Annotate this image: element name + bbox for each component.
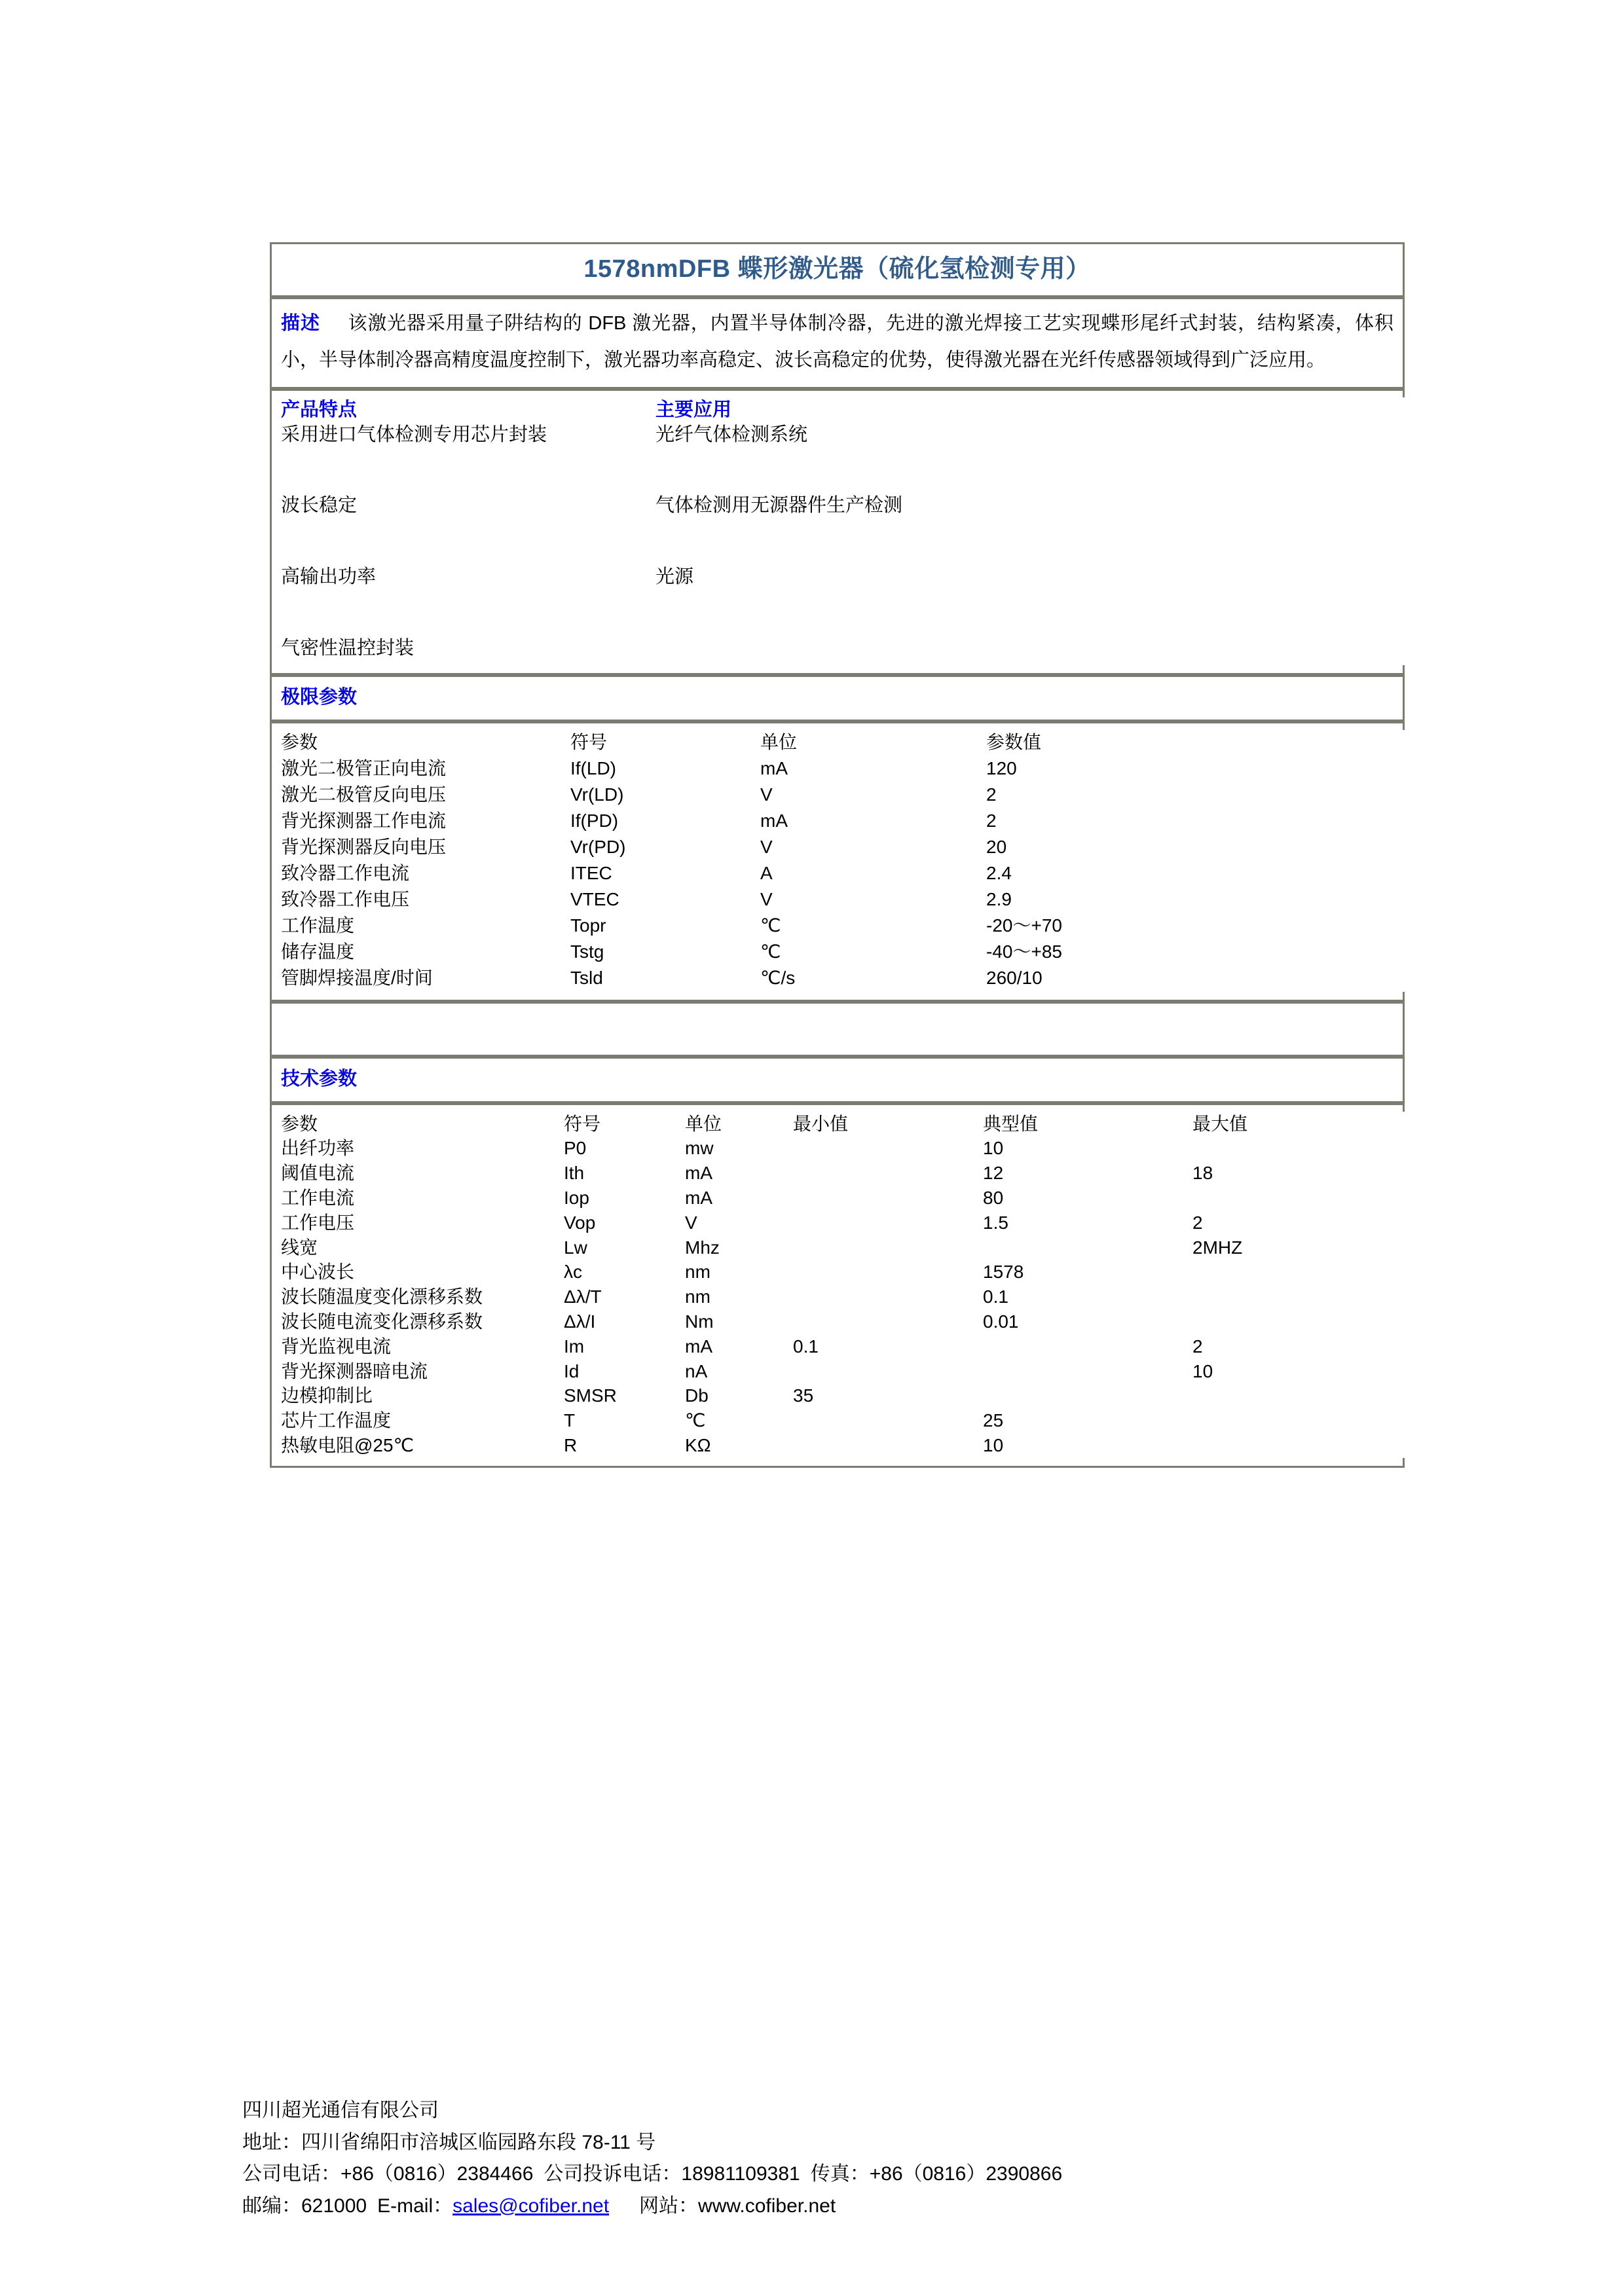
table-row — [281, 809, 1416, 835]
table-cell — [1192, 1136, 1416, 1161]
applications-header-cell — [655, 397, 1416, 424]
table-cell — [1192, 1433, 1416, 1458]
table-cell: 阈值电流 — [281, 1161, 564, 1186]
table-row — [281, 966, 1416, 992]
table-cell — [983, 1334, 1192, 1359]
applications-header-label: 主要应用 — [655, 399, 732, 420]
footer-phone-line — [242, 2159, 1486, 2191]
column-header: 单位 — [760, 730, 986, 756]
table-cell: 0.01 — [983, 1309, 1192, 1334]
table-cell — [793, 1161, 983, 1186]
table-cell: KΩ — [685, 1433, 793, 1458]
table-cell: 管脚焊接温度/时间 — [281, 966, 570, 992]
table-cell: Vop — [564, 1211, 685, 1235]
table-cell: 波长随电流变化漂移系数 — [281, 1309, 564, 1334]
page-title: 1578nmDFB 蝶形激光器（硫化氢检测专用） — [583, 255, 1091, 283]
table-row — [281, 1309, 1416, 1334]
address-value: 四川省绵阳市涪城区临园路东段 78-11 号 — [301, 2131, 656, 2153]
column-header: 符号 — [564, 1112, 685, 1137]
table-cell: -40～+85 — [986, 939, 1416, 966]
table-cell — [1192, 1285, 1416, 1309]
table-cell: Im — [564, 1334, 685, 1359]
table-cell: 激光二极管正向电流 — [281, 756, 570, 782]
complaint-value: 18981109381 — [681, 2163, 800, 2185]
table-cell: Mhz — [685, 1235, 793, 1260]
table-cell: R — [564, 1433, 685, 1458]
table-cell: Db — [685, 1383, 793, 1408]
feature-item: 气密性温控封装 — [281, 637, 415, 659]
table-cell: If(PD) — [570, 809, 760, 835]
footer-contact-line — [242, 2191, 1486, 2223]
table-row — [281, 756, 1416, 782]
table-cell: 背光探测器暗电流 — [281, 1359, 564, 1384]
table-cell — [793, 1260, 983, 1285]
table-cell — [983, 1383, 1192, 1408]
tech-section-header-label: 技术参数 — [281, 1068, 358, 1089]
table-cell: 2MHZ — [1192, 1235, 1416, 1260]
table-cell: 波长随温度变化漂移系数 — [281, 1285, 564, 1309]
table-cell: 0.1 — [793, 1334, 983, 1359]
feature-item: 波长稳定 — [281, 495, 358, 517]
table-cell: 出纤功率 — [281, 1136, 564, 1161]
fax-label: 传真： — [810, 2163, 870, 2185]
table-row — [281, 913, 1416, 939]
table-cell: 储存温度 — [281, 939, 570, 966]
limit-section-header-label: 极限参数 — [281, 686, 358, 708]
table-cell: 35 — [793, 1383, 983, 1408]
table-cell: 热敏电阻@25℃ — [281, 1433, 564, 1458]
table-cell: 1.5 — [983, 1211, 1192, 1235]
features-content-row — [281, 424, 1416, 665]
limit-table-cell — [270, 721, 1405, 1002]
table-row — [281, 1235, 1416, 1260]
table-cell — [1192, 1260, 1416, 1285]
table-cell: ℃ — [760, 939, 986, 966]
table-cell: A — [760, 861, 986, 887]
table-cell — [793, 1186, 983, 1211]
table-cell: 2 — [1192, 1334, 1416, 1359]
column-header: 单位 — [685, 1112, 793, 1137]
fax-value: +86（0816）2390866 — [869, 2163, 1063, 2185]
zip-label: 邮编： — [242, 2195, 301, 2217]
tech-table-row — [270, 1103, 1405, 1468]
description-row — [270, 297, 1405, 388]
table-cell: 2 — [986, 782, 1416, 809]
table-cell: V — [685, 1211, 793, 1235]
table-cell: 工作温度 — [281, 913, 570, 939]
table-cell: 18 — [1192, 1161, 1416, 1186]
table-cell: 2.9 — [986, 887, 1416, 913]
table-cell: mA — [760, 809, 986, 835]
column-header: 最小值 — [793, 1112, 983, 1137]
table-cell: ITEC — [570, 861, 760, 887]
complaint-label: 公司投诉电话： — [544, 2163, 682, 2185]
title-row — [270, 242, 1405, 297]
description-cell — [270, 297, 1405, 388]
table-cell — [983, 1359, 1192, 1384]
features-header-row — [281, 397, 1416, 424]
table-cell: mA — [685, 1334, 793, 1359]
table-cell: 2 — [986, 809, 1416, 835]
features-header-cell — [281, 397, 655, 424]
table-cell: 边模抑制比 — [281, 1383, 564, 1408]
table-cell: ℃ — [760, 913, 986, 939]
table-cell: Tstg — [570, 939, 760, 966]
application-item: 光纤气体检测系统 — [655, 424, 808, 445]
column-header: 最大值 — [1192, 1112, 1416, 1137]
table-cell: λc — [564, 1260, 685, 1285]
limit-table-row — [270, 721, 1405, 1002]
features-block-cell — [270, 389, 1405, 675]
table-cell: T — [564, 1408, 685, 1433]
table-cell: Id — [564, 1359, 685, 1384]
table-cell: 25 — [983, 1408, 1192, 1433]
limit-section-header-row — [270, 675, 1405, 721]
column-header: 符号 — [570, 730, 760, 756]
column-header: 典型值 — [983, 1112, 1192, 1137]
table-cell: ℃/s — [760, 966, 986, 992]
table-cell: 20 — [986, 835, 1416, 861]
table-row — [281, 1186, 1416, 1211]
table-cell: V — [760, 835, 986, 861]
table-cell: If(LD) — [570, 756, 760, 782]
table-cell: 工作电流 — [281, 1186, 564, 1211]
table-row — [281, 835, 1416, 861]
table-cell: 10 — [1192, 1359, 1416, 1384]
table-cell: ℃ — [685, 1408, 793, 1433]
spacer-cell — [270, 1002, 1405, 1057]
table-row — [281, 1136, 1416, 1161]
table-cell: Δλ/I — [564, 1309, 685, 1334]
features-header-label: 产品特点 — [281, 399, 358, 420]
table-cell: nm — [685, 1260, 793, 1285]
table-row — [281, 1433, 1416, 1458]
table-cell — [793, 1211, 983, 1235]
description-label: 描述 — [281, 313, 320, 335]
features-list-cell — [281, 424, 655, 665]
phone-value: +86（0816）2384466 — [341, 2163, 534, 2185]
table-row — [281, 887, 1416, 913]
table-cell: 芯片工作温度 — [281, 1408, 564, 1433]
table-cell — [1192, 1309, 1416, 1334]
table-cell: Lw — [564, 1235, 685, 1260]
address-label: 地址： — [242, 2131, 301, 2153]
table-cell — [793, 1136, 983, 1161]
description-body — [281, 306, 1393, 378]
table-cell: Δλ/T — [564, 1285, 685, 1309]
table-cell — [793, 1285, 983, 1309]
table-cell: V — [760, 782, 986, 809]
table-row — [281, 1260, 1416, 1285]
table-row — [281, 861, 1416, 887]
footer-company: 四川超光通信有限公司 — [242, 2100, 439, 2121]
table-cell: 中心波长 — [281, 1260, 564, 1285]
spacer-row — [270, 1002, 1405, 1057]
table-cell: 致冷器工作电压 — [281, 887, 570, 913]
limit-section-header-cell — [270, 675, 1405, 721]
technical-parameters-table — [281, 1112, 1416, 1458]
table-cell — [1192, 1408, 1416, 1433]
zip-value: 621000 — [301, 2195, 367, 2217]
table-cell: 线宽 — [281, 1235, 564, 1260]
column-header: 参数值 — [986, 730, 1416, 756]
table-cell: 260/10 — [986, 966, 1416, 992]
description-text: 该激光器采用量子阱结构的 DFB 激光器，内置半导体制冷器，先进的激光焊接工艺实现蝶形尾纤式封装，结构紧凑，体积小，半导体制冷器高精度温度控制下，激光器功率高稳定、波长高稳定的优势，使得激光器在光纤传感器领域得到广泛应用。 — [281, 313, 1393, 371]
table-cell: 背光探测器工作电流 — [281, 809, 570, 835]
table-cell: mw — [685, 1136, 793, 1161]
table-cell: P0 — [564, 1136, 685, 1161]
application-item: 光源 — [655, 566, 694, 588]
features-block-row — [270, 389, 1405, 675]
table-cell: 12 — [983, 1161, 1192, 1186]
table-row — [281, 1285, 1416, 1309]
table-cell: Iop — [564, 1186, 685, 1211]
application-item-spacer — [655, 637, 1416, 660]
table-cell — [793, 1235, 983, 1260]
applications-list-cell — [655, 424, 1416, 665]
table-cell: mA — [685, 1186, 793, 1211]
table-cell — [793, 1408, 983, 1433]
email-label: E-mail： — [377, 2195, 453, 2217]
table-cell: 10 — [983, 1136, 1192, 1161]
column-header: 参数 — [281, 1112, 564, 1137]
table-row — [281, 1408, 1416, 1433]
table-row — [281, 1211, 1416, 1235]
application-item: 气体检测用无源器件生产检测 — [655, 495, 903, 517]
table-row — [281, 1161, 1416, 1186]
table-row — [281, 782, 1416, 809]
website-value: www.cofiber.net — [698, 2195, 836, 2217]
footer — [242, 2095, 1486, 2222]
table-cell: VTEC — [570, 887, 760, 913]
table-cell: mA — [685, 1161, 793, 1186]
table-cell: 工作电压 — [281, 1211, 564, 1235]
table-cell: 2.4 — [986, 861, 1416, 887]
table-cell: Topr — [570, 913, 760, 939]
table-cell — [793, 1433, 983, 1458]
table-row — [281, 1383, 1416, 1408]
table-cell: Ith — [564, 1161, 685, 1186]
table-cell: 2 — [1192, 1211, 1416, 1235]
table-cell: 背光监视电流 — [281, 1334, 564, 1359]
table-row — [281, 939, 1416, 966]
table-cell: Vr(PD) — [570, 835, 760, 861]
table-cell: nm — [685, 1285, 793, 1309]
table-cell — [793, 1309, 983, 1334]
table-cell: 120 — [986, 756, 1416, 782]
table-cell: 10 — [983, 1433, 1192, 1458]
table-row — [281, 1359, 1416, 1384]
column-header: 参数 — [281, 730, 570, 756]
table-header-row — [281, 1112, 1416, 1137]
table-cell: nA — [685, 1359, 793, 1384]
table-cell: 80 — [983, 1186, 1192, 1211]
table-row — [281, 1334, 1416, 1359]
table-cell — [1192, 1186, 1416, 1211]
website-label: 网站： — [639, 2195, 699, 2217]
limit-parameters-table — [281, 730, 1416, 992]
feature-item: 高输出功率 — [281, 566, 377, 588]
table-cell: -20～+70 — [986, 913, 1416, 939]
tech-section-header-row — [270, 1057, 1405, 1103]
footer-address-line — [242, 2127, 1486, 2159]
table-cell: 致冷器工作电流 — [281, 861, 570, 887]
table-cell — [983, 1235, 1192, 1260]
table-cell: SMSR — [564, 1383, 685, 1408]
datasheet-table — [270, 242, 1405, 1468]
table-cell — [1192, 1383, 1416, 1408]
table-cell: 0.1 — [983, 1285, 1192, 1309]
table-cell: 背光探测器反向电压 — [281, 835, 570, 861]
table-cell: mA — [760, 756, 986, 782]
table-cell: 1578 — [983, 1260, 1192, 1285]
table-cell: Tsld — [570, 966, 760, 992]
table-cell — [793, 1359, 983, 1384]
features-table — [281, 397, 1416, 665]
tech-section-header-cell — [270, 1057, 1405, 1103]
feature-item: 采用进口气体检测专用芯片封装 — [281, 424, 547, 445]
tech-table-cell — [270, 1103, 1405, 1468]
table-cell: V — [760, 887, 986, 913]
phone-label: 公司电话： — [242, 2163, 341, 2185]
title-cell — [270, 242, 1405, 297]
table-cell: Vr(LD) — [570, 782, 760, 809]
table-header-row — [281, 730, 1416, 756]
table-cell: Nm — [685, 1309, 793, 1334]
email-link[interactable]: sales@cofiber.net — [452, 2195, 610, 2217]
table-cell: 激光二极管反向电压 — [281, 782, 570, 809]
